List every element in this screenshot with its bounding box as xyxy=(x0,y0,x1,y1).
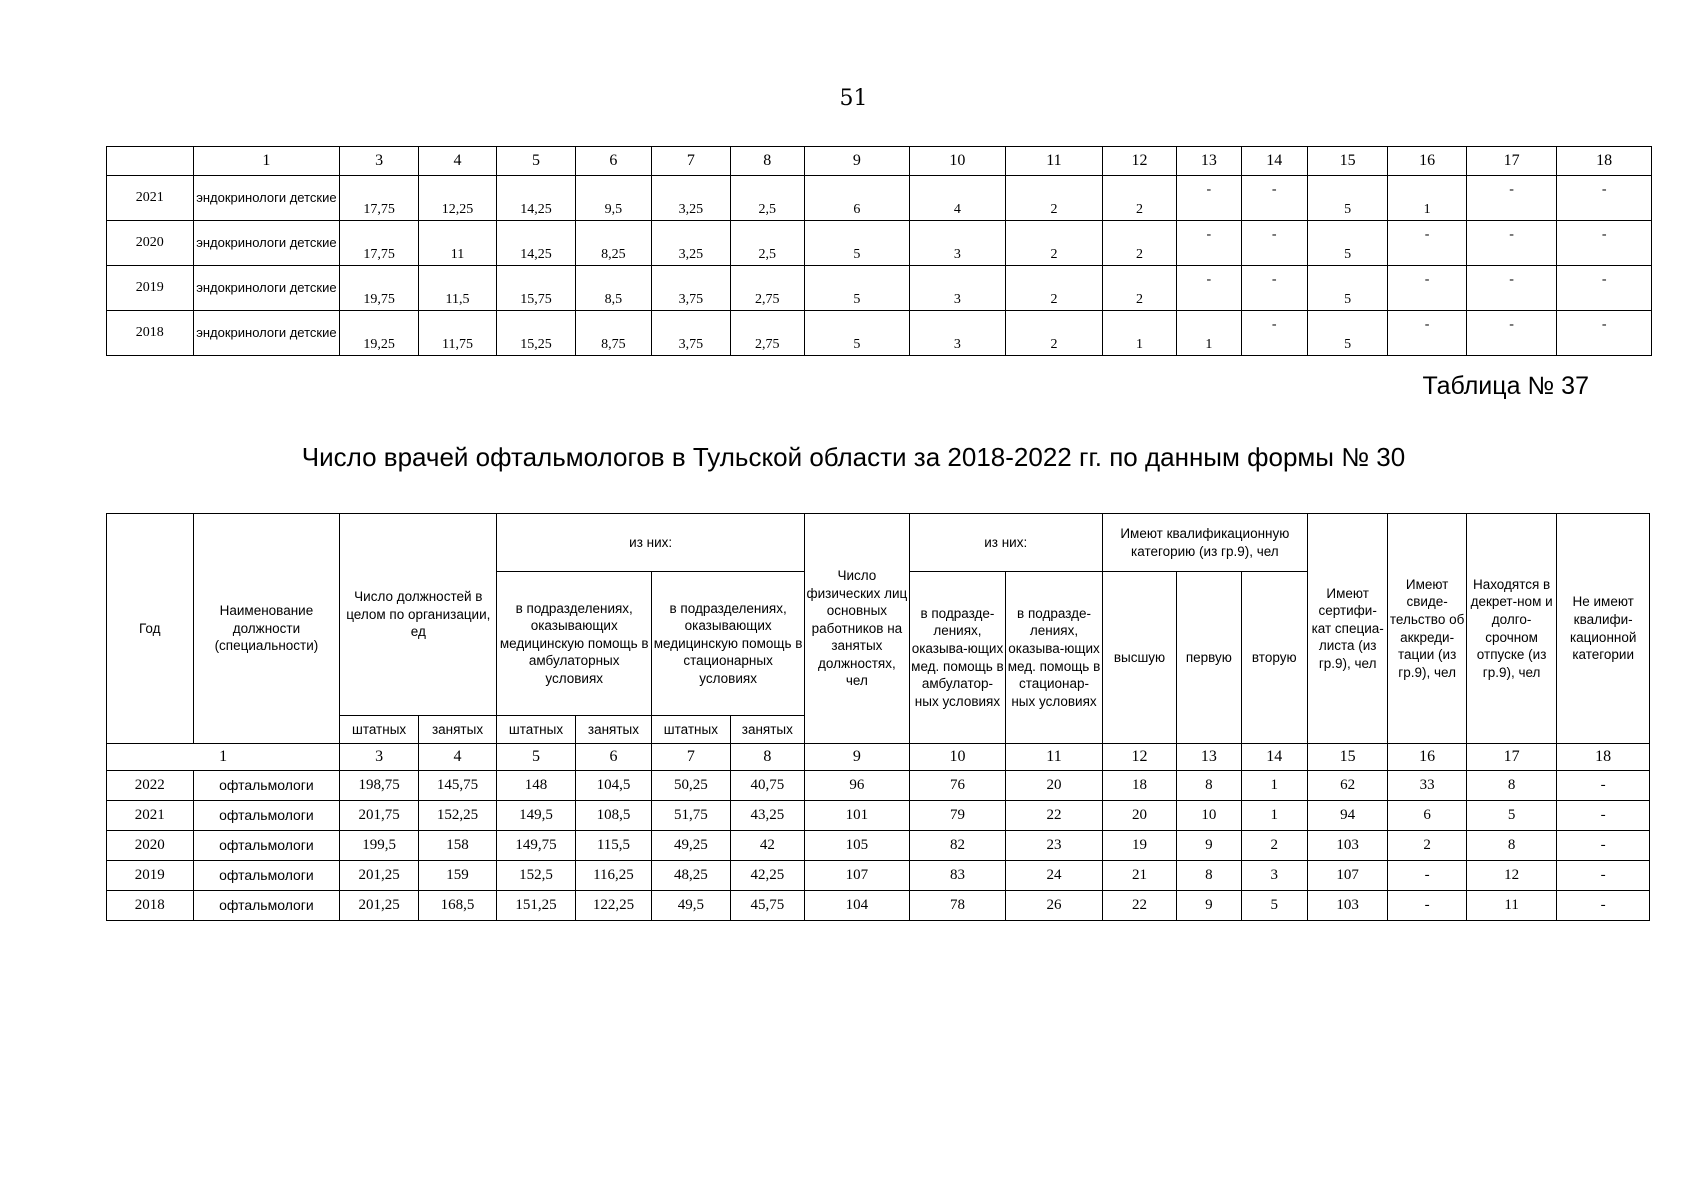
row-value: 50,25 xyxy=(652,771,730,801)
column-number: 18 xyxy=(1557,147,1652,176)
header-ambulatory-short: в подразде-лениях, оказыва-ющих мед. помощь в амбулатор-ных условиях xyxy=(909,572,1006,744)
row-value: 17,75 xyxy=(340,176,418,221)
row-value: 12,25 xyxy=(418,176,496,221)
row-value: 12 xyxy=(1466,861,1557,891)
row-value: 152,25 xyxy=(418,801,496,831)
header-of-them: из них: xyxy=(497,514,805,572)
row-value: 6 xyxy=(805,176,910,221)
row-value: 3 xyxy=(909,221,1006,266)
row-value: 5 xyxy=(1307,311,1387,356)
header-leave: Находятся в декрет-ном и долго-срочном отпуске (из гр.9), чел xyxy=(1466,514,1557,744)
row-value: 2 xyxy=(1006,311,1103,356)
row-value: 6 xyxy=(1388,801,1466,831)
row-value: 198,75 xyxy=(340,771,418,801)
row-value: 2,5 xyxy=(730,221,804,266)
row-value: 2 xyxy=(1102,176,1176,221)
header-year: Год xyxy=(107,514,194,744)
row-value: 2,75 xyxy=(730,311,804,356)
row-value: 101 xyxy=(805,801,910,831)
column-number: 16 xyxy=(1388,147,1466,176)
row-value: - xyxy=(1241,221,1307,266)
row-value: 23 xyxy=(1006,831,1103,861)
row-year: 2021 xyxy=(107,801,194,831)
header-positions-total: Число должностей в целом по организации, ед xyxy=(340,514,497,716)
row-position-name: офтальмологи xyxy=(193,771,340,801)
table-row xyxy=(107,831,1650,861)
row-value: 107 xyxy=(805,861,910,891)
row-value: 48,25 xyxy=(652,861,730,891)
row-value: 104 xyxy=(805,891,910,921)
header-highest: высшую xyxy=(1102,572,1176,744)
row-value: 8 xyxy=(1177,771,1241,801)
row-value: - xyxy=(1241,311,1307,356)
column-number: 14 xyxy=(1241,744,1307,771)
header-staff: штатных xyxy=(497,716,575,744)
row-value: 3 xyxy=(1241,861,1307,891)
row-value: 148 xyxy=(497,771,575,801)
row-value: 11,5 xyxy=(418,266,496,311)
row-year: 2018 xyxy=(107,891,194,921)
row-value: 2,5 xyxy=(730,176,804,221)
row-value: - xyxy=(1388,266,1466,311)
row-value: - xyxy=(1388,891,1466,921)
row-value: 10 xyxy=(1177,801,1241,831)
row-value: 9,5 xyxy=(575,176,651,221)
column-number-row xyxy=(107,147,1652,176)
column-number: 13 xyxy=(1177,744,1241,771)
row-value: 2 xyxy=(1006,176,1103,221)
row-value: 9 xyxy=(1177,891,1241,921)
column-number: 11 xyxy=(1006,744,1103,771)
row-value: 11 xyxy=(418,221,496,266)
column-number: 16 xyxy=(1388,744,1466,771)
table-title: Число врачей офтальмологов в Тульской области за 2018-2022 гг. по данным формы № 30 xyxy=(301,442,1406,472)
row-value: - xyxy=(1557,801,1650,831)
row-value: 159 xyxy=(418,861,496,891)
row-value: 49,5 xyxy=(652,891,730,921)
row-position-name: офтальмологи xyxy=(193,861,340,891)
header-occupied: занятых xyxy=(730,716,804,744)
row-year: 2018 xyxy=(107,311,194,356)
row-value: 5 xyxy=(1307,176,1387,221)
row-value: 108,5 xyxy=(575,801,651,831)
table-row xyxy=(107,221,1652,266)
row-value: 1 xyxy=(1177,311,1241,356)
row-value: 17,75 xyxy=(340,221,418,266)
column-number: 6 xyxy=(575,744,651,771)
row-value: 43,25 xyxy=(730,801,804,831)
row-value: 5 xyxy=(805,221,910,266)
column-number: 7 xyxy=(652,744,730,771)
column-number: 13 xyxy=(1177,147,1241,176)
row-value: 152,5 xyxy=(497,861,575,891)
row-value: 149,5 xyxy=(497,801,575,831)
row-value: 15,75 xyxy=(497,266,575,311)
header-of-them-2: из них: xyxy=(909,514,1102,572)
row-value: 103 xyxy=(1307,891,1387,921)
column-number: 3 xyxy=(340,147,418,176)
column-number: 8 xyxy=(730,744,804,771)
row-value: 22 xyxy=(1102,891,1176,921)
row-value: 79 xyxy=(909,801,1006,831)
row-value: 8,25 xyxy=(575,221,651,266)
row-value: 83 xyxy=(909,861,1006,891)
column-number: 12 xyxy=(1102,147,1176,176)
row-value: - xyxy=(1177,176,1241,221)
row-position-name: эндокринологи детские xyxy=(193,311,340,356)
row-year: 2020 xyxy=(107,221,194,266)
table-row xyxy=(107,771,1650,801)
row-year: 2020 xyxy=(107,831,194,861)
column-number: 7 xyxy=(652,147,730,176)
row-value: 122,25 xyxy=(575,891,651,921)
row-value: 3,25 xyxy=(652,221,730,266)
row-value: 8,75 xyxy=(575,311,651,356)
row-value: - xyxy=(1388,861,1466,891)
row-value: 18 xyxy=(1102,771,1176,801)
row-value: 3,75 xyxy=(652,266,730,311)
row-value: 33 xyxy=(1388,771,1466,801)
header-occupied: занятых xyxy=(575,716,651,744)
row-value: 104,5 xyxy=(575,771,651,801)
row-value: 5 xyxy=(805,266,910,311)
row-value: 1 xyxy=(1102,311,1176,356)
header-occupied: занятых xyxy=(418,716,496,744)
column-number: 4 xyxy=(418,744,496,771)
row-value: 42,25 xyxy=(730,861,804,891)
row-value: - xyxy=(1557,311,1652,356)
row-value: 1 xyxy=(1388,176,1466,221)
row-value: 2 xyxy=(1102,221,1176,266)
row-value: 5 xyxy=(1307,221,1387,266)
row-value: 14,25 xyxy=(497,221,575,266)
header-first: первую xyxy=(1177,572,1241,744)
row-value: 107 xyxy=(1307,861,1387,891)
column-number: 1 xyxy=(193,147,340,176)
row-position-name: эндокринологи детские xyxy=(193,266,340,311)
row-position-name: офтальмологи xyxy=(193,891,340,921)
row-value: - xyxy=(1557,861,1650,891)
row-value: 9 xyxy=(1177,831,1241,861)
row-value: 8 xyxy=(1466,771,1557,801)
row-value: 3 xyxy=(909,311,1006,356)
row-value: - xyxy=(1466,221,1557,266)
row-value: 8 xyxy=(1466,831,1557,861)
row-value: - xyxy=(1557,221,1652,266)
row-value: 2 xyxy=(1388,831,1466,861)
table-row xyxy=(107,266,1652,311)
column-number: 15 xyxy=(1307,147,1387,176)
row-value: 1 xyxy=(1241,801,1307,831)
row-value: 14,25 xyxy=(497,176,575,221)
row-value: 8,5 xyxy=(575,266,651,311)
row-value: - xyxy=(1241,266,1307,311)
row-value: 105 xyxy=(805,831,910,861)
row-value: 3,25 xyxy=(652,176,730,221)
row-value: 158 xyxy=(418,831,496,861)
column-number: 10 xyxy=(909,744,1006,771)
column-number: 18 xyxy=(1557,744,1650,771)
row-value: 19,75 xyxy=(340,266,418,311)
row-value: 45,75 xyxy=(730,891,804,921)
row-year: 2019 xyxy=(107,266,194,311)
row-value: - xyxy=(1388,221,1466,266)
row-year: 2022 xyxy=(107,771,194,801)
column-number: 3 xyxy=(340,744,418,771)
column-number: 10 xyxy=(909,147,1006,176)
row-value: - xyxy=(1388,311,1466,356)
table-row xyxy=(107,801,1650,831)
row-value: 82 xyxy=(909,831,1006,861)
row-value: 199,5 xyxy=(340,831,418,861)
column-number-row xyxy=(107,744,1650,771)
column-number: 11 xyxy=(1006,147,1103,176)
row-value: 5 xyxy=(805,311,910,356)
row-value: 11,75 xyxy=(418,311,496,356)
row-value: 11 xyxy=(1466,891,1557,921)
table-caption: Таблица № 37 xyxy=(1422,372,1589,400)
row-value: 201,75 xyxy=(340,801,418,831)
row-value: 19 xyxy=(1102,831,1176,861)
header-qualification: Имеют квалификационную категорию (из гр.9), чел xyxy=(1102,514,1307,572)
ophthalmologists-table xyxy=(106,513,1650,921)
column-number: 9 xyxy=(805,744,910,771)
column-number-blank xyxy=(107,147,194,176)
column-number: 17 xyxy=(1466,744,1557,771)
column-number: 5 xyxy=(497,744,575,771)
row-value: - xyxy=(1241,176,1307,221)
row-value: - xyxy=(1177,266,1241,311)
row-value: 5 xyxy=(1241,891,1307,921)
row-value: 4 xyxy=(909,176,1006,221)
header-certificate: Имеют сертифи-кат специа-листа (из гр.9), чел xyxy=(1307,514,1387,744)
column-number: 8 xyxy=(730,147,804,176)
table-row xyxy=(107,861,1650,891)
row-value: - xyxy=(1557,266,1652,311)
row-value: 22 xyxy=(1006,801,1103,831)
table-row xyxy=(107,891,1650,921)
row-value: 96 xyxy=(805,771,910,801)
header-no-category: Не имеют квалифи-кационной категории xyxy=(1557,514,1650,744)
row-value: 3 xyxy=(909,266,1006,311)
column-number: 6 xyxy=(575,147,651,176)
header-staff: штатных xyxy=(340,716,418,744)
row-value: 94 xyxy=(1307,801,1387,831)
row-value: - xyxy=(1557,176,1652,221)
row-value: 2 xyxy=(1006,221,1103,266)
row-value: - xyxy=(1466,311,1557,356)
row-value: 24 xyxy=(1006,861,1103,891)
row-value: 3,75 xyxy=(652,311,730,356)
row-value: 49,25 xyxy=(652,831,730,861)
row-value: - xyxy=(1557,891,1650,921)
row-value: 2 xyxy=(1006,266,1103,311)
header-staff: штатных xyxy=(652,716,730,744)
row-position-name: эндокринологи детские xyxy=(193,221,340,266)
column-number: 5 xyxy=(497,147,575,176)
row-value: 15,25 xyxy=(497,311,575,356)
column-number: 9 xyxy=(805,147,910,176)
row-value: - xyxy=(1177,221,1241,266)
column-number: 4 xyxy=(418,147,496,176)
row-year: 2019 xyxy=(107,861,194,891)
row-value: 2 xyxy=(1102,266,1176,311)
row-value: 115,5 xyxy=(575,831,651,861)
row-value: 2 xyxy=(1241,831,1307,861)
row-value: 145,75 xyxy=(418,771,496,801)
row-value: 149,75 xyxy=(497,831,575,861)
row-value: 116,25 xyxy=(575,861,651,891)
column-number: 1 xyxy=(107,744,340,771)
table-row xyxy=(107,176,1652,221)
row-value: - xyxy=(1557,771,1650,801)
header-inpatient-units: в подразделениях, оказывающих медицинскую помощь в стационарных условиях xyxy=(652,572,805,716)
row-value: 26 xyxy=(1006,891,1103,921)
row-value: 8 xyxy=(1177,861,1241,891)
row-value: 5 xyxy=(1466,801,1557,831)
row-position-name: офтальмологи xyxy=(193,801,340,831)
row-value: 1 xyxy=(1241,771,1307,801)
row-value: 2,75 xyxy=(730,266,804,311)
row-value: - xyxy=(1466,266,1557,311)
row-value: - xyxy=(1557,831,1650,861)
header-position-name: Наименование должности (специальности) xyxy=(193,514,340,744)
header-accreditation: Имеют свиде-тельство об аккреди-тации (из гр.9), чел xyxy=(1388,514,1466,744)
row-position-name: эндокринологи детские xyxy=(193,176,340,221)
column-number: 12 xyxy=(1102,744,1176,771)
page-number: 51 xyxy=(839,86,868,111)
row-value: 5 xyxy=(1307,266,1387,311)
continuation-table xyxy=(106,146,1652,356)
row-value: 103 xyxy=(1307,831,1387,861)
row-value: 40,75 xyxy=(730,771,804,801)
row-value: 201,25 xyxy=(340,861,418,891)
row-value: 42 xyxy=(730,831,804,861)
row-value: 20 xyxy=(1102,801,1176,831)
column-number: 17 xyxy=(1466,147,1557,176)
row-year: 2021 xyxy=(107,176,194,221)
column-number: 15 xyxy=(1307,744,1387,771)
row-value: 19,25 xyxy=(340,311,418,356)
row-value: 62 xyxy=(1307,771,1387,801)
table-row xyxy=(107,311,1652,356)
row-value: 78 xyxy=(909,891,1006,921)
header-physicians-count: Число физических лиц основных работников на занятых должностях, чел xyxy=(805,514,910,744)
row-value: 151,25 xyxy=(497,891,575,921)
row-value: 168,5 xyxy=(418,891,496,921)
header-ambulatory-units: в подразделениях, оказывающих медицинскую помощь в амбулаторных условиях xyxy=(497,572,652,716)
row-value: - xyxy=(1466,176,1557,221)
row-value: 20 xyxy=(1006,771,1103,801)
header-second: вторую xyxy=(1241,572,1307,744)
column-number: 14 xyxy=(1241,147,1307,176)
row-value: 201,25 xyxy=(340,891,418,921)
header-inpatient-short: в подразде-лениях, оказыва-ющих мед. помощь в стационар-ных условиях xyxy=(1006,572,1103,744)
row-value: 76 xyxy=(909,771,1006,801)
row-value: 21 xyxy=(1102,861,1176,891)
row-value: 51,75 xyxy=(652,801,730,831)
row-position-name: офтальмологи xyxy=(193,831,340,861)
